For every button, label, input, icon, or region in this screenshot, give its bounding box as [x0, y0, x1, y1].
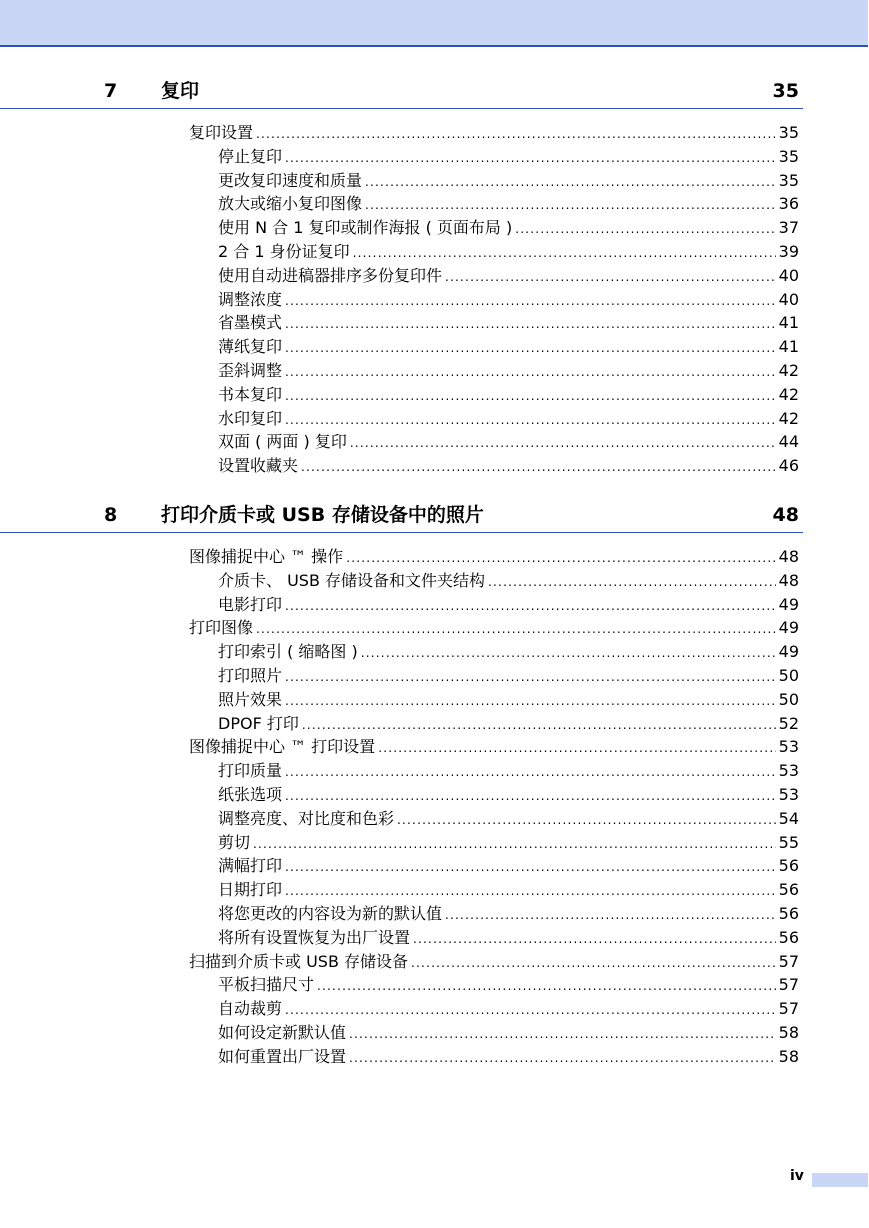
entry-title: DPOF 打印 [218, 713, 299, 733]
toc-subsection-entry[interactable] [218, 878, 799, 902]
entry-page: 42 [778, 408, 799, 428]
toc-subsection-entry[interactable] [218, 569, 799, 593]
dot-leader [302, 714, 776, 738]
dot-leader [285, 999, 776, 1023]
toc-entries [0, 545, 869, 1069]
dot-leader [350, 432, 776, 456]
entry-page: 44 [778, 432, 799, 452]
entry-title: 歪斜调整 [218, 360, 283, 380]
entry-page: 41 [778, 313, 799, 333]
entry-title: 使用 N 合 1 复印或制作海报 ( 页面布局 ) [218, 218, 513, 238]
toc-subsection-entry[interactable] [218, 640, 799, 664]
chapter-heading[interactable] [0, 502, 803, 533]
entry-title: 电影打印 [218, 594, 283, 614]
page-number: iv [790, 1168, 804, 1184]
entry-title: 双面 ( 两面 ) 复印 [218, 432, 347, 452]
dot-leader [285, 385, 776, 409]
entry-page: 57 [778, 999, 799, 1019]
entry-title: 如何重置出厂设置 [218, 1046, 347, 1066]
toc-section-entry[interactable] [189, 616, 799, 640]
entry-title: 打印图像 [189, 618, 254, 638]
toc-subsection-entry[interactable] [218, 359, 799, 383]
entry-title: 将您更改的内容设为新的默认值 [218, 903, 443, 923]
chapter-page: 35 [772, 80, 799, 102]
dot-leader [285, 880, 776, 904]
entry-page: 55 [778, 832, 799, 852]
toc-subsection-entry[interactable] [218, 430, 799, 454]
entry-title: 水印复印 [218, 408, 283, 428]
entry-page: 48 [778, 547, 799, 566]
toc-subsection-entry[interactable] [218, 169, 799, 193]
toc-subsection-entry[interactable] [218, 216, 799, 240]
toc-section-entry[interactable] [189, 545, 799, 569]
chapter-title: 打印介质卡或 USB 存储设备中的照片 [161, 504, 484, 526]
dot-leader [285, 313, 776, 337]
dot-leader [365, 194, 776, 218]
dot-leader [349, 1047, 776, 1071]
toc-subsection-entry[interactable] [218, 288, 799, 312]
chapter-page: 48 [772, 504, 799, 526]
entry-title: 自动裁剪 [218, 999, 283, 1019]
entry-title: 图像捕捉中心 ™ 操作 [189, 547, 344, 566]
toc-subsection-entry[interactable] [218, 997, 799, 1021]
entry-page: 49 [778, 594, 799, 614]
dot-leader [256, 618, 776, 642]
entry-title: 调整浓度 [218, 289, 283, 309]
dot-leader [413, 928, 776, 952]
dot-leader [378, 737, 775, 761]
dot-leader [285, 856, 776, 880]
entry-title: 如何设定新默认值 [218, 1022, 347, 1042]
toc-subsection-entry[interactable] [218, 664, 799, 688]
dot-leader [349, 1023, 776, 1047]
dot-leader [361, 642, 776, 666]
toc-entries [0, 121, 869, 478]
entry-title: 介质卡、 USB 存储设备和文件夹结构 [218, 570, 486, 590]
dot-leader [256, 123, 776, 147]
entry-title: 更改复印速度和质量 [218, 170, 363, 190]
entry-page: 53 [778, 761, 799, 781]
entry-page: 56 [778, 903, 799, 923]
entry-title: 满幅打印 [218, 856, 283, 876]
toc-subsection-entry[interactable] [218, 926, 799, 950]
toc-subsection-entry[interactable] [218, 902, 799, 926]
entry-page: 42 [778, 360, 799, 380]
entry-page: 35 [778, 123, 799, 142]
dot-leader [353, 242, 776, 266]
toc-subsection-entry[interactable] [218, 311, 799, 335]
footer-tab [812, 1173, 868, 1187]
toc-section-entry[interactable] [189, 121, 799, 145]
toc-subsection-entry[interactable] [218, 712, 799, 736]
toc-section-entry[interactable] [189, 950, 799, 974]
dot-leader [253, 833, 776, 857]
entry-page: 52 [778, 713, 799, 733]
chapter-7 [0, 78, 869, 478]
chapter-title: 复印 [161, 80, 200, 102]
toc-subsection-entry[interactable] [218, 807, 799, 831]
entry-page: 56 [778, 927, 799, 947]
dot-leader [285, 337, 776, 361]
dot-leader [285, 147, 776, 171]
entry-title: 扫描到介质卡或 USB 存储设备 [189, 951, 409, 971]
chapter-heading[interactable] [0, 78, 803, 109]
dot-leader [285, 290, 776, 314]
entry-title: 2 合 1 身份证复印 [218, 241, 350, 261]
toc-subsection-entry[interactable] [218, 264, 799, 288]
entry-title: 使用自动进稿器排序多份复印件 [218, 265, 443, 285]
entry-page: 49 [778, 618, 799, 638]
entry-page: 40 [778, 289, 799, 309]
dot-leader [317, 975, 776, 999]
entry-title: 设置收藏夹 [218, 456, 299, 476]
entry-title: 打印质量 [218, 761, 283, 781]
dot-leader [515, 218, 775, 242]
entry-page: 58 [778, 1046, 799, 1066]
toc-subsection-entry[interactable] [218, 783, 799, 807]
entry-page: 50 [778, 665, 799, 685]
chapter-number: 8 [104, 504, 118, 526]
entry-title: 书本复印 [218, 384, 283, 404]
entry-page: 37 [778, 218, 799, 238]
toc-subsection-entry[interactable] [218, 1021, 799, 1045]
chapter-8 [0, 502, 869, 1069]
dot-leader [285, 785, 776, 809]
entry-page: 54 [778, 808, 799, 828]
dot-leader [285, 666, 776, 690]
dot-leader [285, 361, 776, 385]
toc-subsection-entry[interactable] [218, 335, 799, 359]
dot-leader [285, 409, 776, 433]
dot-leader [285, 761, 776, 785]
entry-title: 薄纸复印 [218, 337, 283, 357]
entry-page: 36 [778, 194, 799, 214]
entry-title: 日期打印 [218, 880, 283, 900]
dot-leader [488, 571, 776, 595]
entry-page: 48 [778, 570, 799, 590]
entry-title: 平板扫描尺寸 [218, 975, 315, 995]
dot-leader [411, 952, 776, 976]
dot-leader [346, 547, 775, 571]
entry-page: 46 [778, 456, 799, 476]
entry-page: 41 [778, 337, 799, 357]
toc-subsection-entry[interactable] [218, 454, 799, 478]
toc-subsection-entry[interactable] [218, 831, 799, 855]
toc-subsection-entry[interactable] [218, 192, 799, 216]
dot-leader [445, 266, 776, 290]
toc-section-entry[interactable] [189, 735, 799, 759]
chapter-number: 7 [104, 80, 118, 102]
entry-page: 49 [778, 642, 799, 662]
entry-page: 56 [778, 856, 799, 876]
dot-leader [445, 904, 776, 928]
entry-title: 停止复印 [218, 146, 283, 166]
toc-subsection-entry[interactable] [218, 1045, 799, 1069]
entry-title: 放大或缩小复印图像 [218, 194, 363, 214]
entry-page: 40 [778, 265, 799, 285]
entry-page: 53 [778, 784, 799, 804]
entry-page: 35 [778, 170, 799, 190]
entry-title: 将所有设置恢复为出厂设置 [218, 927, 411, 947]
entry-title: 打印索引 ( 缩略图 ) [218, 642, 358, 662]
entry-title: 纸张选项 [218, 784, 283, 804]
dot-leader [285, 690, 776, 714]
entry-title: 图像捕捉中心 ™ 打印设置 [189, 737, 376, 757]
toc-subsection-entry[interactable] [218, 593, 799, 617]
entry-page: 53 [778, 737, 799, 757]
entry-title: 照片效果 [218, 689, 283, 709]
entry-title: 复印设置 [189, 123, 254, 142]
entry-page: 50 [778, 689, 799, 709]
entry-title: 调整亮度、对比度和色彩 [218, 808, 395, 828]
entry-page: 57 [778, 975, 799, 995]
entry-page: 56 [778, 880, 799, 900]
entry-title: 打印照片 [218, 665, 283, 685]
entry-page: 58 [778, 1022, 799, 1042]
toc-subsection-entry[interactable] [218, 145, 799, 169]
toc-subsection-entry[interactable] [218, 759, 799, 783]
toc-subsection-entry[interactable] [218, 854, 799, 878]
dot-leader [365, 171, 776, 195]
toc-subsection-entry[interactable] [218, 973, 799, 997]
entry-page: 57 [778, 951, 799, 971]
entry-page: 42 [778, 384, 799, 404]
header-band [0, 0, 868, 47]
entry-page: 35 [778, 146, 799, 166]
toc-subsection-entry[interactable] [218, 407, 799, 431]
toc-subsection-entry[interactable] [218, 240, 799, 264]
dot-leader [285, 595, 776, 619]
dot-leader [397, 809, 776, 833]
toc-subsection-entry[interactable] [218, 688, 799, 712]
entry-page: 39 [778, 241, 799, 261]
entry-title: 省墨模式 [218, 313, 283, 333]
toc-subsection-entry[interactable] [218, 383, 799, 407]
dot-leader [301, 456, 776, 480]
entry-title: 剪切 [218, 832, 251, 852]
